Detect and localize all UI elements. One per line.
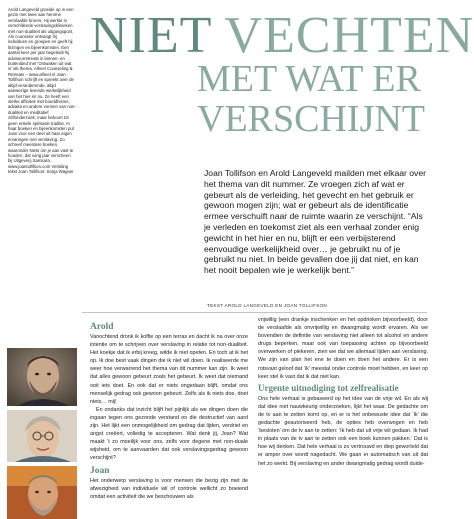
- article-headline: [90, 7, 474, 140]
- body-paragraph: Vanochtend dronk ik koffie op een terras en dacht ik na over onze intentie om te schrijven over verslaving in relatie tot non-dualiteit. Het koekje dat ik erbij kreeg, wilde ik niet opeten. En toch at ik het op. Ik doe best vaak dingen die ik niet wil doen. Ik realiseerde me weer hoe verwarrend het thema van dit nummer kan zijn. Ik weet dat alles gewoon gebeurt zoals het gebeurt. Ik weet dat niemand ooit iets doet. En ook dat er niets ongedaan blijft, omdat ons menselijk gedrag ook gewoon gebeurt. Zelfs als ik niets doe, doet niets… mij!: [90, 334, 248, 405]
- section-heading-zelfrealisatie: Urgente uitnodiging tot zelfrealisatie: [258, 382, 399, 393]
- headline-word-niet: NIET: [90, 7, 212, 64]
- body-paragraph: Het onderwerp verslaving is voor mensen die bezig zijn met de afwezigheid van individuele wil of controle wellicht zo boeiend omdat een activiteit die we beschouwen als: [90, 477, 248, 500]
- article-intro: [204, 168, 430, 276]
- intro-paragraph: Joan Tollifson en Arold Langeveld mailden met elkaar over het thema van dit nummer. Ze vroegen zich af wat er gebeurt als de verleiding, het gevecht en het gebruik er gewoon mogen zijn; wat er gebeurt als de identificatie ermee verschuift naar de ruimte waarin ze verschijnt. “Als je verleden en toekomst ziet als een verhaal zonder enig gewicht in het hier en nu, blijft er een verbijsterend eenvoudige werkelijkheid over… je gebruikt nu of je gebruikt nu niet. In beide gevallen doe jij dat niet, en kan het nooit bepalen wie je werkelijk bent.”: [204, 168, 426, 276]
- headline-row-1: [90, 7, 474, 64]
- portrait-photo-arold: [7, 348, 77, 406]
- author-bio-sidebar: [8, 7, 76, 175]
- body-paragraph: En ondanks dat inzicht blijft het pijnlijk als we dingen doen die ingaan tegen ons gezonde verstand en die destructief van aard zijn. Het lijkt een onmogelijkheid om gedrag dat lijden, verdriet en angst creëert, volledig te accepteren. Wat denk jij, Joan? Wat maakt ‘t zo moeilijk voor ons, zelfs voor degene met non-duale wijsheid, om te aanvaarden dat ook verslavingsgedrag gewoon verschijnt?: [90, 406, 248, 462]
- body-paragraph: Ons hele verhaal is gebaseerd op het idee van de vrije wil. En als wij dat idee niet nauwkeurig onderzoeken, lijkt het waar. De gedachte om de tv aan te zetten komt op, en er is het onbewuste idee dat ‘ik’ die gedachte geautoriseerd heb, de opties heb overwogen en heb ‘besloten’ om de tv aan te zetten: ‘Ik heb dat uit vrije wil gedaan. Ik had in plaats van de tv aan te zetten ook een boek kunnen pakken.’ Dat is hoe wij denken. Dat hele verhaal is zo vertrouwd en diep geworteld dat er amper over wordt nagedacht. We gaan er automatisch van uit dat het zo werkt. Bij verslaving en ander dwangmatig gedrag wordt duide-: [258, 395, 428, 467]
- body-paragraph: vrijwillig (een drankje inschenken en het opdrinken bijvoorbeeld), door de verslaafde als onvrijwillig en dwangmatig wordt ervaren. Als we bovendien de definitie van verslaving niet alleen tot alcohol en andere drugs beperken, maar ook van toepassing achten op bijvoorbeeld overwerken of piekeren, zien we dat we allemaal lijden aan verslaving. We zijn van plan het ene te doen en doen het andere. Er is een rotsvast geloof dat ‘ik’ meestal onder controle moet hebben, en keer op keer stel ik vast dat ik dat niet kan.: [258, 317, 428, 380]
- section-heading-joan: Joan: [90, 465, 110, 476]
- portrait-photo-joan: [7, 410, 77, 462]
- section-heading-arold: Arold: [90, 322, 114, 332]
- byline-credit: TEKST AROLD LANGEVELD EN JOAN TOLLIFSON: [207, 303, 327, 308]
- section-divider: [82, 312, 427, 313]
- headline-row-3: VERSCHIJNT: [197, 98, 426, 140]
- body-column-right: [258, 316, 428, 468]
- headline-row-2: MET WAT ER: [197, 58, 421, 100]
- portrait-photo-third: [7, 466, 77, 519]
- headline-word-vechten: VECHTEN: [224, 7, 474, 64]
- author-bio-text: Arold Langeveld groeide op in een gezin met twee aan heroïne verslaafde broers. Hij werkte in verschillende verslavingsklinieken met non-dualiteit als uitgangspunt. Als counselor ontvangt hij individuen en groepen en geeft hij lezingen en bijeenkomsten. Een aantal keer per jaar begeleidt hij adviseurretreats in binnen- en buitenland met ‘Ontwaken uit wat is’ als thema. Alheel Counseling & Retreats – www.alheel.nl Joan Tollifson schrijft en spreekt over de altijd veranderende, altijd aanwezige levende werkelijkheid van het hier en nu. Ze heeft een sterke affiniteit met boeddhisme, advaita en andere vormen van non-dualiteit en meditatief zelfonderzoek, maar behoort tot geen enkele spirituele traditie. In haar boeken en bijeenkomsten put Joan voor een deel uit haar eigen ervaringen met verslaving. Zo schreef meerdere boeken, waaronder Niets om je aan vast te houden, dat vorig jaar verscheen bij Uitgeverij Samsara. www.joantollifson.com Vertaling tekst Joan Tollifson: Sonja Wagner: [8, 7, 76, 175]
- body-column-left: [90, 322, 248, 501]
